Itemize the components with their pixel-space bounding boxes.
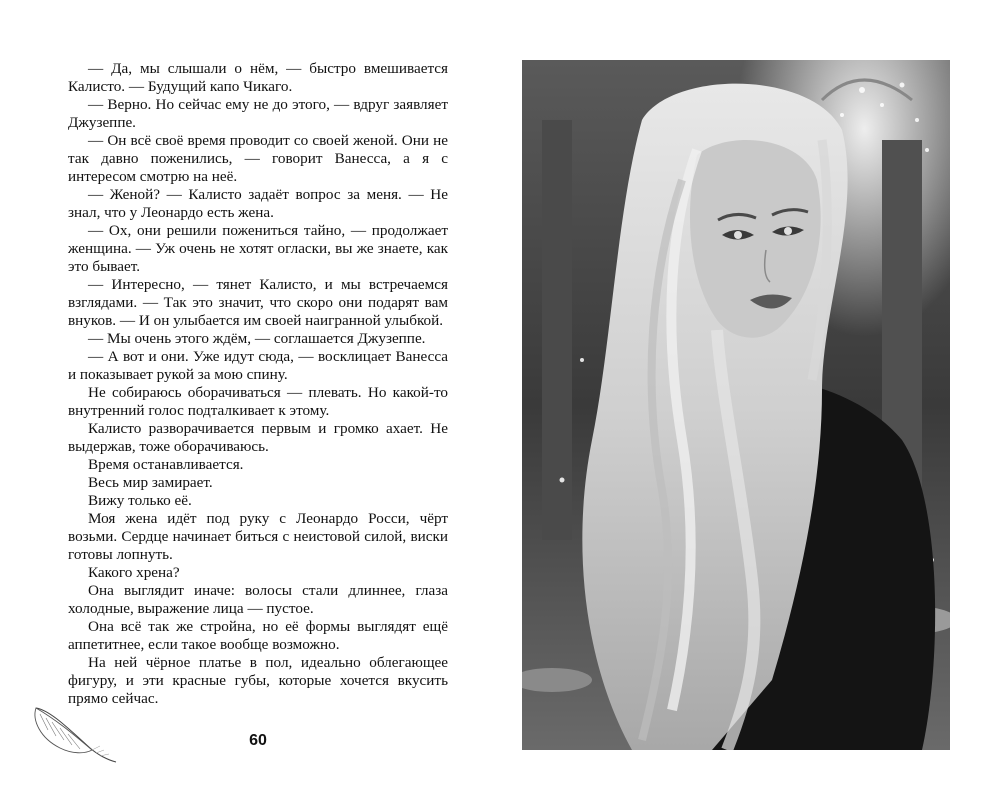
paragraph: — Да, мы слышали о нём, — быстро вмешивается Калисто. — Будущий капо Чикаго. (68, 60, 448, 95)
paragraph: Она всё так же стройна, но её формы выглядят ещё аппетитнее, если такое вообще возможно. (68, 618, 448, 653)
paragraph: Не собираюсь оборачиваться — плевать. Но какой-то внутренний голос подталкивает к этому. (68, 384, 448, 419)
paragraph: — Интересно, — тянет Калисто, и мы встречаемся взглядами. — Так это значит, что скоро они подарят вам внуков. — И он улыбается им своей наигранной улыбкой. (68, 276, 448, 329)
paragraph: — Мы очень этого ждём, — соглашается Джузеппе. (88, 330, 426, 347)
paragraph: Какого хрена? (88, 564, 180, 581)
paragraph: — Женой? — Калисто задаёт вопрос за меня. — Не знал, что у Леонардо есть жена. (68, 186, 448, 221)
paragraph: Она выглядит иначе: волосы стали длиннее, глаза холодные, выражение лица — пустое. (68, 582, 448, 617)
paragraph: — Верно. Но сейчас ему не до этого, — вдруг заявляет Джузеппе. (68, 96, 448, 131)
paragraph: Время останавливается. (88, 456, 244, 473)
paragraph: — Ох, они решили пожениться тайно, — продолжает женщина. — Уж очень не хотят огласки, вы же знаете, как это бывает. (68, 222, 448, 275)
text-block (68, 60, 448, 708)
paragraph: Весь мир замирает. (88, 474, 213, 491)
illustration-woman-portrait (522, 60, 950, 750)
paragraph: Моя жена идёт под руку с Леонардо Росси, чёрт возьми. Сердце начинает биться с неистовой силой, виски готовы лопнуть. (68, 510, 448, 563)
paragraph: — Он всё своё время проводит со своей женой. Они не так давно поженились, — говорит Ванесса, а я с интересом смотрю на неё. (68, 132, 448, 185)
paragraph: — А вот и они. Уже идут сюда, — восклицает Ванесса и показывает рукой за мою спину. (68, 348, 448, 383)
feather-icon (30, 700, 120, 770)
paragraph: Калисто разворачивается первым и громко ахает. Не выдержав, тоже оборачиваюсь. (68, 420, 448, 455)
paragraph: Вижу только её. (88, 492, 192, 509)
page-number: 60 (249, 732, 267, 749)
paragraph: На ней чёрное платье в пол, идеально облегающее фигуру, и эти красные губы, которые хочется вкусить прямо сейчас. (68, 654, 448, 707)
